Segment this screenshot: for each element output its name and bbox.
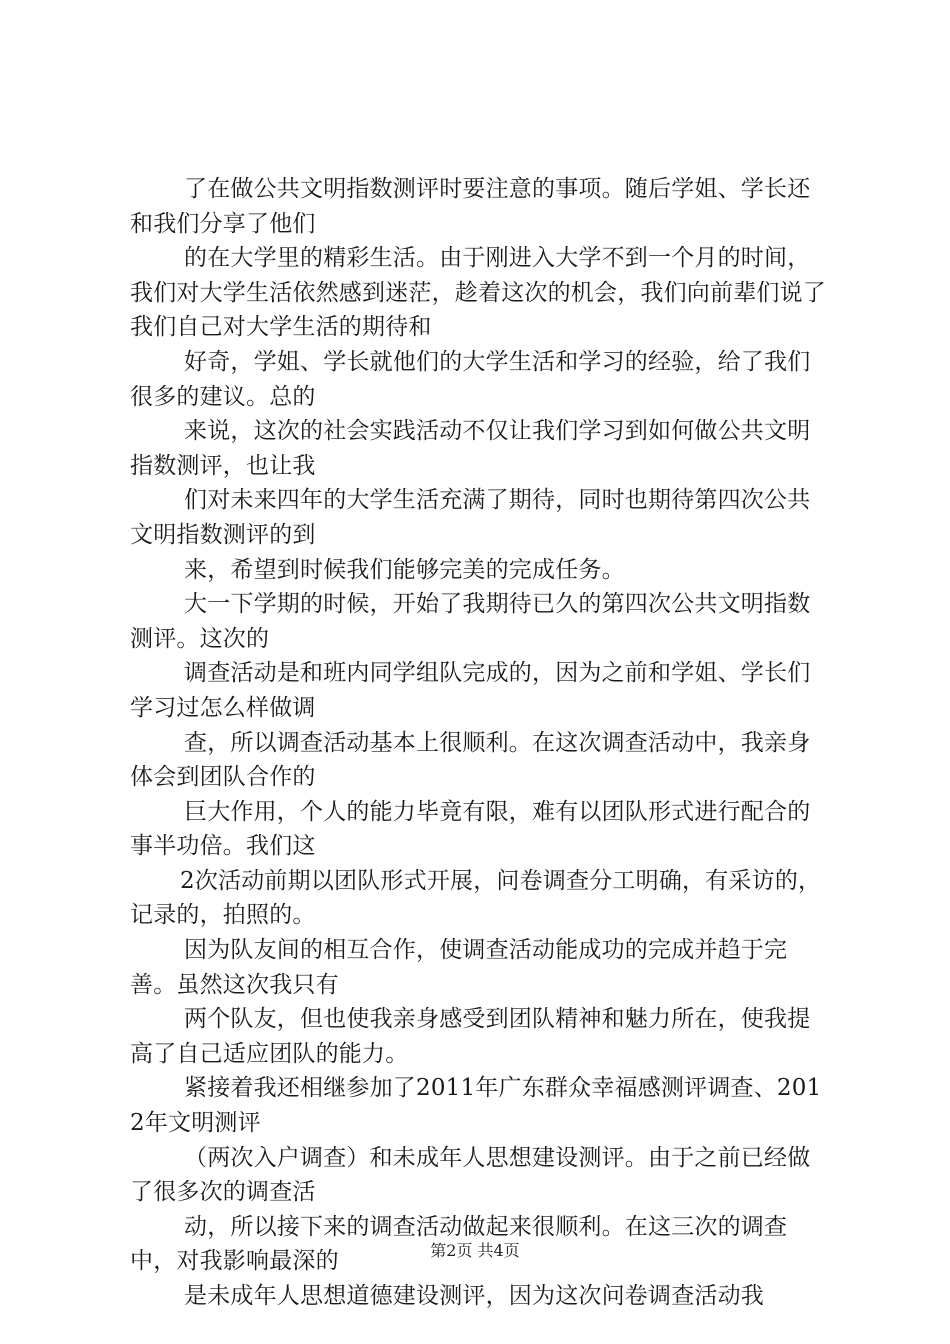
- paragraph-6: 来，希望到时候我们能够完美的完成任务。: [184, 556, 625, 583]
- paragraph-3: 好奇，学姐、学长就他们的大学生活和学习的经验，给了我们很多的建议。总的: [130, 348, 811, 410]
- paragraph-2: 的在大学里的精彩生活。由于刚进入大学不到一个月的时间，我们对大学生活依然感到迷茫，趁着这次的机会，我们向前辈们说了我们自己对大学生活的期待和: [130, 245, 826, 341]
- paragraph-16: 动，所以接下来的调查活动做起来很顺利。在这三次的调查中，对我影响最深的: [130, 1213, 788, 1275]
- paragraph-1: 了在做公共文明指数测评时要注意的事项。随后学姐、学长还和我们分享了他们: [130, 176, 811, 237]
- paragraph-11: 2次活动前期以团队形式开展，问卷调查分工明确，有采访的，记录的，拍照的。: [130, 867, 822, 929]
- paragraph-15: （两次入户调查）和未成年人思想建设测评。由于之前已经做了很多次的调查活: [130, 1144, 811, 1206]
- paragraph-5: 们对未来四年的大学生活充满了期待，同时也期待第四次公共文明指数测评的到: [130, 487, 811, 548]
- paragraph-14: 紧接着我还相继参加了2011年广东群众幸福感测评调查、2012年文明测评: [130, 1075, 822, 1137]
- paragraph-13: 两个队友，但也使我亲身感受到团队精神和魅力所在，使我提高了自己适应团队的能力。: [130, 1006, 811, 1067]
- paragraph-10: 巨大作用，个人的能力毕竟有限，难有以团队形式进行配合的事半功倍。我们这: [130, 798, 811, 860]
- paragraph-8: 调查活动是和班内同学组队完成的，因为之前和学姐、学长们学习过怎么样做调: [130, 660, 811, 721]
- paragraph-12: 因为队友间的相互合作，使调查活动能成功的完成并趋于完善。虽然这次我只有: [130, 937, 788, 998]
- page-number-footer: 第2页 共4页: [430, 1241, 520, 1260]
- document-body: [130, 172, 830, 1314]
- paragraph-17: 是未成年人思想道德建设测评，因为这次问卷调查活动我: [184, 1283, 764, 1309]
- paragraph-4: 来说，这次的社会实践活动不仅让我们学习到如何做公共文明指数测评，也让我: [130, 418, 811, 479]
- paragraph-9: 查，所以调查活动基本上很顺利。在这次调查活动中，我亲身体会到团队合作的: [130, 729, 811, 791]
- paragraph-7: 大一下学期的时候，开始了我期待已久的第四次公共文明指数测评。这次的: [130, 591, 811, 652]
